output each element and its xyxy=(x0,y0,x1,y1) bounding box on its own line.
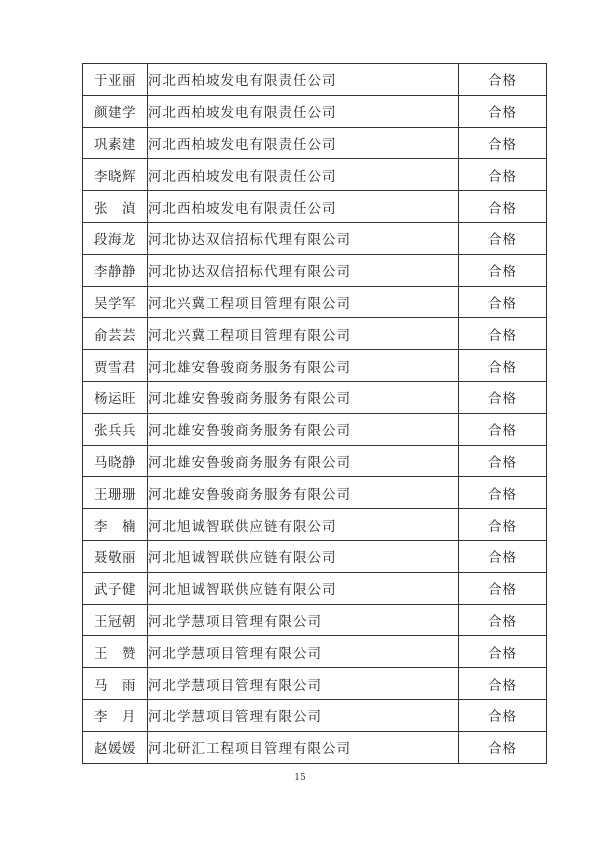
company-cell: 河北雄安鲁骏商务服务有限公司 xyxy=(148,413,459,445)
result-cell: 合格 xyxy=(459,254,547,286)
table-row xyxy=(83,381,547,413)
result-cell: 合格 xyxy=(459,222,547,254)
name-cell: 张 湞 xyxy=(83,191,148,223)
result-cell: 合格 xyxy=(459,413,547,445)
table-row xyxy=(83,636,547,668)
company-cell: 河北学慧项目管理有限公司 xyxy=(148,668,459,700)
company-cell: 河北旭诚智联供应链有限公司 xyxy=(148,540,459,572)
table-row xyxy=(83,540,547,572)
result-cell: 合格 xyxy=(459,286,547,318)
result-cell: 合格 xyxy=(459,159,547,191)
company-cell: 河北雄安鲁骏商务服务有限公司 xyxy=(148,477,459,509)
company-cell: 河北协达双信招标代理有限公司 xyxy=(148,254,459,286)
company-cell: 河北学慧项目管理有限公司 xyxy=(148,604,459,636)
result-cell: 合格 xyxy=(459,509,547,541)
name-cell: 贾雪君 xyxy=(83,350,148,382)
result-cell: 合格 xyxy=(459,318,547,350)
company-cell: 河北西柏坡发电有限责任公司 xyxy=(148,159,459,191)
table-row xyxy=(83,318,547,350)
company-cell: 河北西柏坡发电有限责任公司 xyxy=(148,95,459,127)
result-cell: 合格 xyxy=(459,540,547,572)
table-row xyxy=(83,509,547,541)
qualification-table xyxy=(82,63,547,764)
name-cell: 李静静 xyxy=(83,254,148,286)
name-cell: 段海龙 xyxy=(83,222,148,254)
table-body xyxy=(83,64,547,764)
result-cell: 合格 xyxy=(459,381,547,413)
table-row xyxy=(83,127,547,159)
result-cell: 合格 xyxy=(459,477,547,509)
result-cell: 合格 xyxy=(459,191,547,223)
name-cell: 李晓辉 xyxy=(83,159,148,191)
table-row xyxy=(83,95,547,127)
result-cell: 合格 xyxy=(459,636,547,668)
table-row xyxy=(83,254,547,286)
company-cell: 河北旭诚智联供应链有限公司 xyxy=(148,509,459,541)
table-row xyxy=(83,286,547,318)
table-row xyxy=(83,413,547,445)
table-row xyxy=(83,731,547,763)
name-cell: 李 楠 xyxy=(83,509,148,541)
table-row xyxy=(83,604,547,636)
name-cell: 颜建学 xyxy=(83,95,148,127)
table-row xyxy=(83,159,547,191)
table-row xyxy=(83,699,547,731)
result-cell: 合格 xyxy=(459,95,547,127)
table-row xyxy=(83,64,547,96)
name-cell: 于亚丽 xyxy=(83,64,148,96)
name-cell: 王 赞 xyxy=(83,636,148,668)
page-number: 15 xyxy=(294,773,306,783)
table-row xyxy=(83,668,547,700)
result-cell: 合格 xyxy=(459,604,547,636)
name-cell: 王冠朝 xyxy=(83,604,148,636)
name-cell: 聂敬丽 xyxy=(83,540,148,572)
company-cell: 河北协达双信招标代理有限公司 xyxy=(148,222,459,254)
name-cell: 王珊珊 xyxy=(83,477,148,509)
company-cell: 河北兴冀工程项目管理有限公司 xyxy=(148,286,459,318)
name-cell: 张兵兵 xyxy=(83,413,148,445)
result-cell: 合格 xyxy=(459,127,547,159)
company-cell: 河北学慧项目管理有限公司 xyxy=(148,699,459,731)
name-cell: 俞芸芸 xyxy=(83,318,148,350)
company-cell: 河北西柏坡发电有限责任公司 xyxy=(148,64,459,96)
name-cell: 李 月 xyxy=(83,699,148,731)
name-cell: 马晓静 xyxy=(83,445,148,477)
company-cell: 河北兴冀工程项目管理有限公司 xyxy=(148,318,459,350)
table-row xyxy=(83,572,547,604)
name-cell: 武子健 xyxy=(83,572,148,604)
result-cell: 合格 xyxy=(459,668,547,700)
table-row xyxy=(83,191,547,223)
result-cell: 合格 xyxy=(459,64,547,96)
table-row xyxy=(83,445,547,477)
name-cell: 吴学军 xyxy=(83,286,148,318)
name-cell: 赵媛媛 xyxy=(83,731,148,763)
company-cell: 河北雄安鲁骏商务服务有限公司 xyxy=(148,445,459,477)
name-cell: 巩素建 xyxy=(83,127,148,159)
company-cell: 河北西柏坡发电有限责任公司 xyxy=(148,191,459,223)
result-cell: 合格 xyxy=(459,445,547,477)
company-cell: 河北雄安鲁骏商务服务有限公司 xyxy=(148,381,459,413)
company-cell: 河北雄安鲁骏商务服务有限公司 xyxy=(148,350,459,382)
result-cell: 合格 xyxy=(459,699,547,731)
table-row xyxy=(83,222,547,254)
table-row xyxy=(83,350,547,382)
company-cell: 河北西柏坡发电有限责任公司 xyxy=(148,127,459,159)
result-cell: 合格 xyxy=(459,350,547,382)
name-cell: 马 雨 xyxy=(83,668,148,700)
result-cell: 合格 xyxy=(459,572,547,604)
result-cell: 合格 xyxy=(459,731,547,763)
company-cell: 河北旭诚智联供应链有限公司 xyxy=(148,572,459,604)
name-cell: 杨运旺 xyxy=(83,381,148,413)
company-cell: 河北学慧项目管理有限公司 xyxy=(148,636,459,668)
company-cell: 河北研汇工程项目管理有限公司 xyxy=(148,731,459,763)
table-row xyxy=(83,477,547,509)
